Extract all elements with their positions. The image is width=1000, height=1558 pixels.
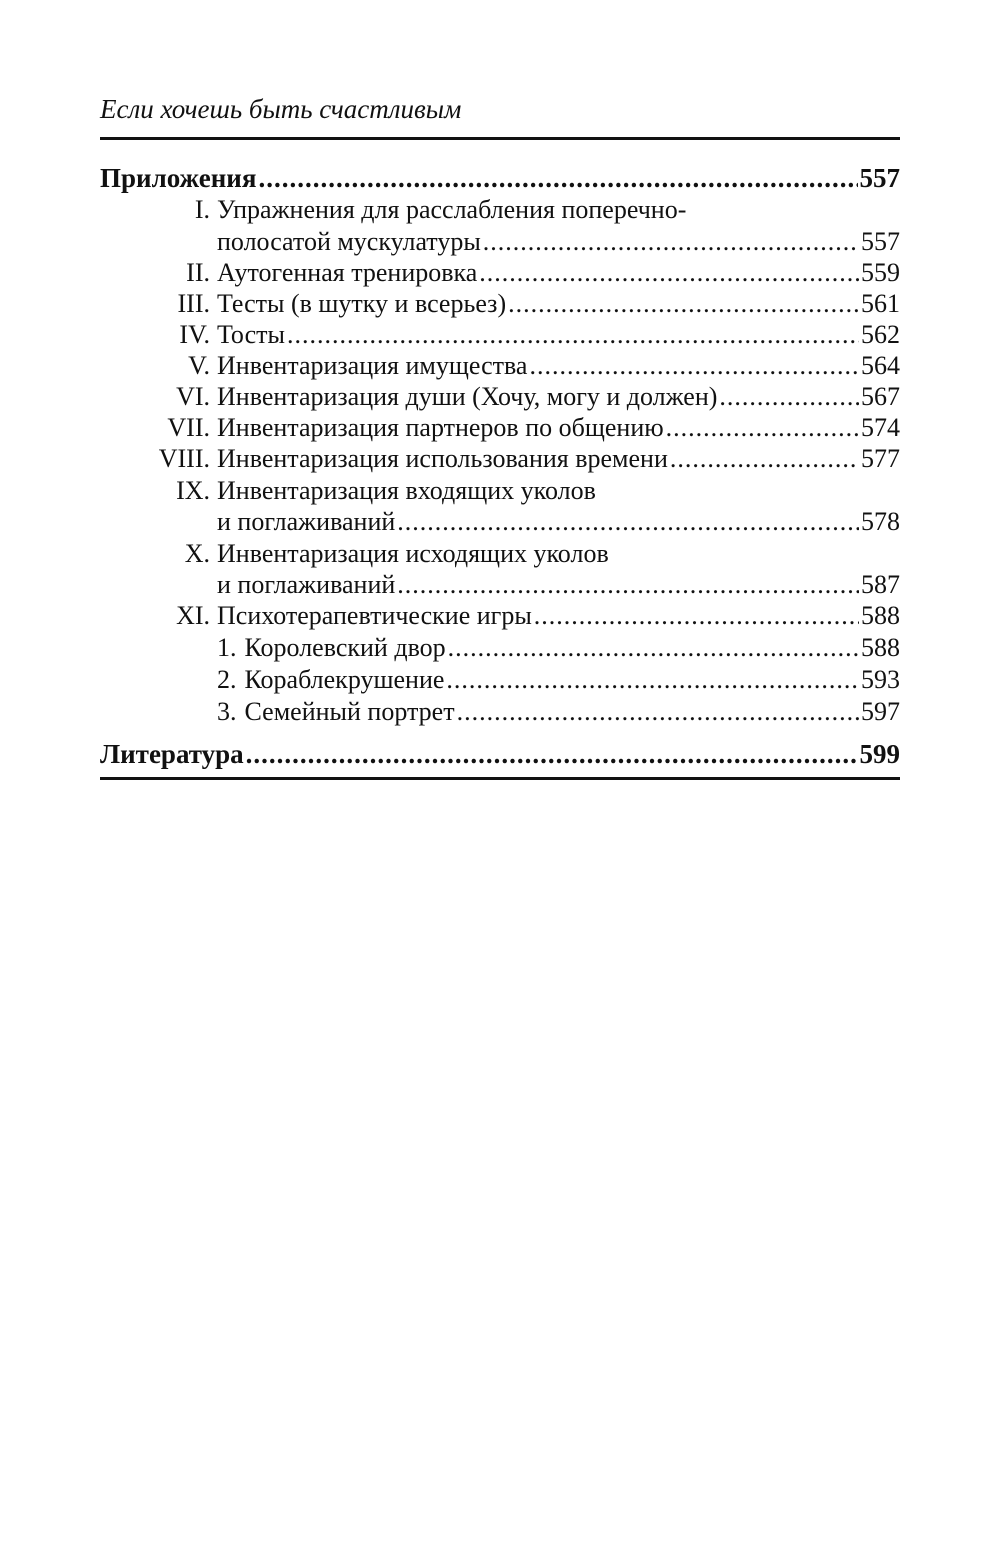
- toc-appendix-10-continuation[interactable]: [217, 569, 900, 601]
- toc-appendix-7[interactable]: [100, 412, 900, 444]
- toc-appendix-title-line2: и поглаживаний: [217, 570, 396, 599]
- toc-page-number: 587: [861, 570, 900, 599]
- toc-page-number: 567: [861, 382, 900, 411]
- toc-appendix-5[interactable]: [100, 350, 900, 382]
- toc-leader-dots: [483, 226, 859, 258]
- toc-game-title: Королевский двор: [244, 633, 446, 662]
- toc-appendix-title-line2: и поглаживаний: [217, 507, 396, 536]
- toc-appendix-1-continuation[interactable]: [217, 226, 900, 258]
- toc-page-number: 557: [861, 227, 900, 256]
- toc-appendix-2[interactable]: [100, 257, 900, 289]
- toc-appendix-title-line2: полосатой мускулатуры: [217, 227, 481, 256]
- toc-appendix-number: XI.: [176, 601, 210, 630]
- toc-appendix-number: X.: [184, 539, 210, 568]
- toc-appendix-title: Тесты (в шутку и всерьез): [217, 289, 507, 318]
- toc-section-title: Приложения: [100, 163, 257, 193]
- toc-appendix-6[interactable]: [100, 381, 900, 413]
- toc-appendix-number: I.: [194, 195, 210, 224]
- toc-page-number: 561: [861, 289, 900, 318]
- toc-appendix-number: VI.: [176, 382, 210, 411]
- toc-leader-dots: [479, 257, 859, 289]
- toc-section-literature[interactable]: [100, 738, 900, 770]
- toc-leader-dots: [666, 412, 859, 444]
- toc-leader-dots: [670, 443, 859, 475]
- toc-appendix-title: Аутогенная тренировка: [217, 258, 478, 287]
- toc-page-number: 599: [859, 739, 900, 769]
- toc-appendix-title: Инвентаризация использования времени: [217, 444, 668, 473]
- toc-leader-dots: [457, 696, 859, 728]
- toc-appendix-title: Психотерапевтические игры: [217, 601, 532, 630]
- toc-page-number: 597: [861, 697, 900, 726]
- header-rule: [100, 137, 900, 140]
- toc-appendix-title: Тосты: [217, 320, 285, 349]
- toc-appendix-number: IV.: [179, 320, 210, 349]
- toc-appendix-number: III.: [177, 289, 210, 318]
- toc-leader-dots: [508, 288, 859, 320]
- toc-leader-dots: [719, 381, 859, 413]
- toc-leader-dots: [534, 600, 859, 632]
- toc-game-number: 2.: [217, 665, 237, 694]
- toc-game-3[interactable]: [217, 696, 900, 728]
- toc-appendix-title-line1: Инвентаризация входящих уколов: [217, 476, 596, 505]
- toc-leader-dots: [446, 664, 859, 696]
- toc-game-2[interactable]: [217, 664, 900, 696]
- toc-game-title: Кораблекрушение: [244, 665, 445, 694]
- toc-page-number: 588: [861, 601, 900, 630]
- toc-page-number: 578: [861, 507, 900, 536]
- toc-section-appendices[interactable]: [100, 162, 900, 194]
- toc-appendix-1[interactable]: [100, 194, 900, 226]
- toc-leader-dots: [287, 319, 859, 351]
- toc-game-number: 3.: [217, 697, 237, 726]
- toc-page-number: 564: [861, 351, 900, 380]
- toc-appendix-title: Инвентаризация души (Хочу, могу и должен): [217, 382, 718, 411]
- toc-appendix-title: Инвентаризация партнеров по общению: [217, 413, 664, 442]
- toc-appendix-number: VII.: [167, 413, 210, 442]
- toc-game-1[interactable]: [217, 632, 900, 664]
- toc-page-number: 588: [861, 633, 900, 662]
- toc-appendix-number: VIII.: [158, 444, 210, 473]
- toc-leader-dots: [397, 506, 859, 538]
- toc-appendix-4[interactable]: [100, 319, 900, 351]
- toc-appendix-11[interactable]: [100, 600, 900, 632]
- footer-rule: [100, 777, 900, 780]
- toc-leader-dots: [529, 350, 859, 382]
- toc-page-number: 557: [859, 163, 900, 193]
- toc-appendix-title: Инвентаризация имущества: [217, 351, 528, 380]
- toc-page-number: 574: [861, 413, 900, 442]
- toc-leader-dots: [448, 632, 859, 664]
- toc-appendix-number: IX.: [176, 476, 210, 505]
- toc-appendix-title-line1: Инвентаризация исходящих уколов: [217, 539, 609, 568]
- toc-appendix-8[interactable]: [100, 443, 900, 475]
- toc-page-number: 559: [861, 258, 900, 287]
- toc-appendix-9-continuation[interactable]: [217, 506, 900, 538]
- toc-appendix-number: V.: [188, 351, 210, 380]
- toc-leader-dots: [258, 162, 857, 194]
- toc-appendix-10[interactable]: [100, 538, 900, 570]
- toc-leader-dots: [246, 738, 858, 770]
- toc-appendix-3[interactable]: [100, 288, 900, 320]
- toc-appendix-9[interactable]: [100, 475, 900, 507]
- toc-game-number: 1.: [217, 633, 237, 662]
- toc-page-number: 577: [861, 444, 900, 473]
- toc-leader-dots: [397, 569, 859, 601]
- toc-page-number: 562: [861, 320, 900, 349]
- toc-appendix-number: II.: [186, 258, 210, 287]
- toc-page-number: 593: [861, 665, 900, 694]
- toc-game-title: Семейный портрет: [244, 697, 455, 726]
- running-head: Если хочешь быть счастливым: [100, 94, 462, 124]
- toc-section-title: Литература: [100, 739, 244, 769]
- toc-appendix-title-line1: Упражнения для расслабления поперечно-: [217, 195, 687, 224]
